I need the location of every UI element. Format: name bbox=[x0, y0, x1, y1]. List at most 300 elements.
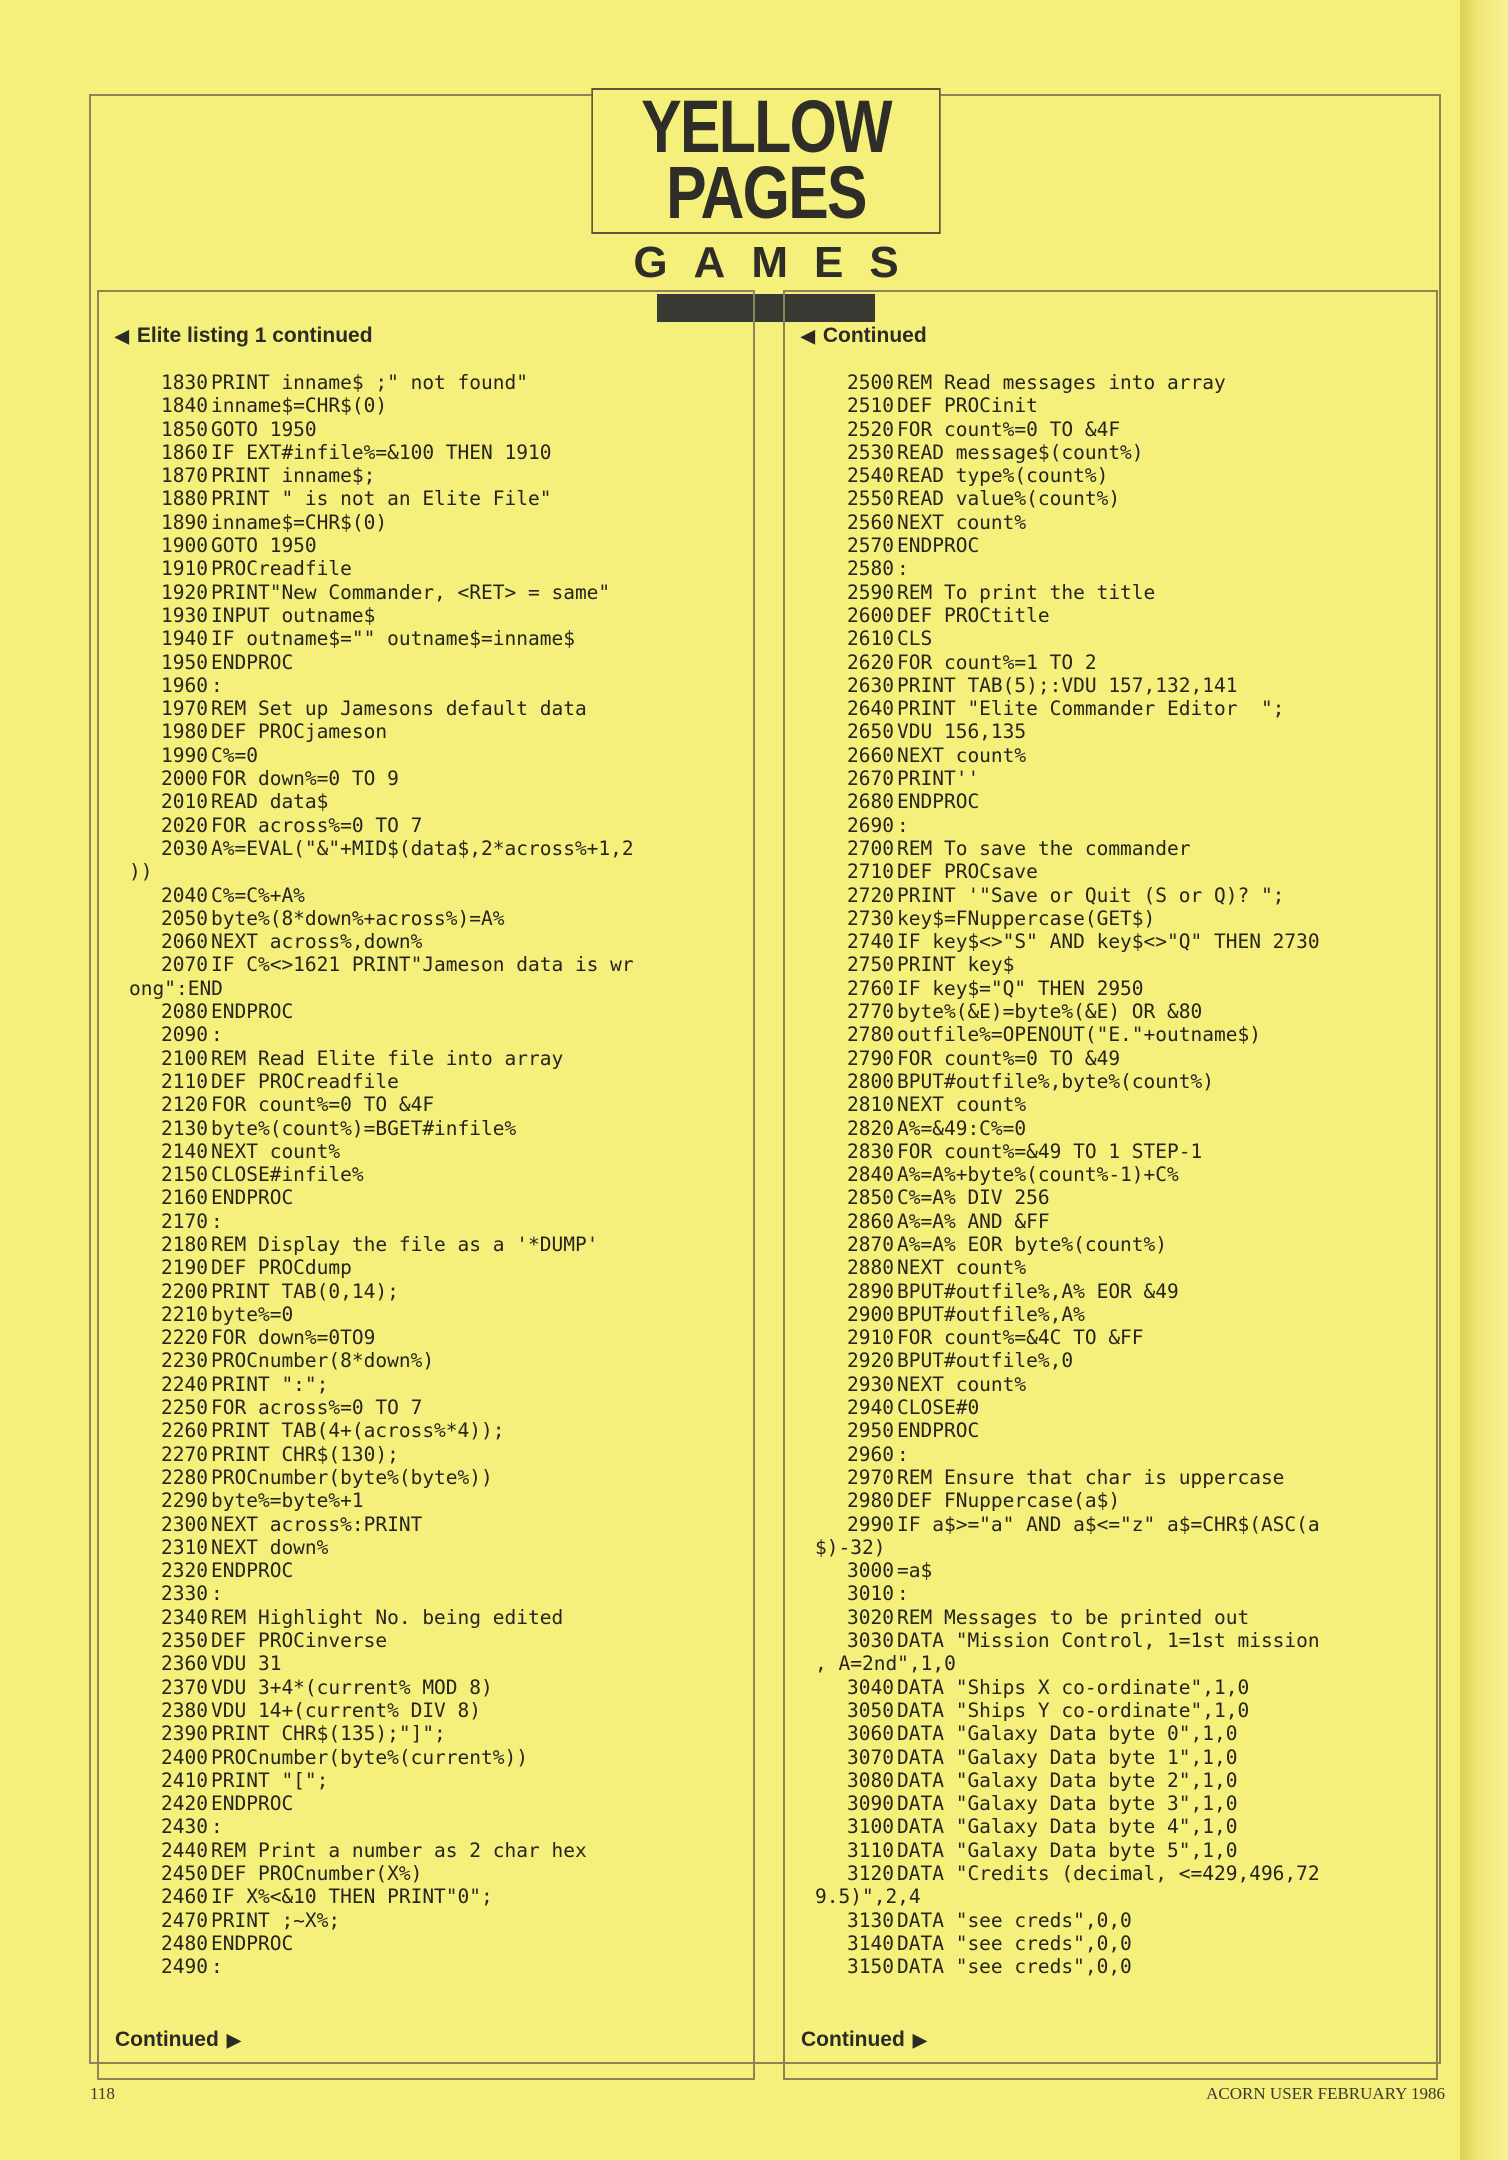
line-number: 1880 bbox=[161, 487, 208, 511]
code-line bbox=[99, 720, 753, 743]
line-code: ENDPROC bbox=[211, 1792, 294, 1816]
line-number: 2140 bbox=[161, 1139, 208, 1163]
line-code: FOR count%=0 TO &4F bbox=[211, 1093, 435, 1117]
line-code: READ message$(count%) bbox=[897, 440, 1144, 464]
code-line bbox=[99, 1722, 753, 1745]
code-line bbox=[99, 1652, 753, 1675]
line-number: 2450 bbox=[161, 1862, 208, 1885]
line-number: 2470 bbox=[161, 1908, 208, 1932]
line-number: 2800 bbox=[847, 1069, 894, 1093]
code-line bbox=[785, 814, 1436, 837]
code-line bbox=[785, 464, 1436, 487]
line-number: 2520 bbox=[847, 417, 894, 441]
line-code: DEF PROCjameson bbox=[211, 720, 388, 744]
code-line bbox=[99, 767, 753, 790]
line-number: 2780 bbox=[847, 1023, 894, 1047]
line-code: NEXT across%:PRINT bbox=[211, 1512, 423, 1536]
line-code: byte%(&E)=byte%(&E) OR &80 bbox=[897, 1000, 1203, 1024]
code-line bbox=[785, 860, 1436, 883]
code-listing-left bbox=[99, 371, 753, 1978]
line-number: 2820 bbox=[847, 1116, 894, 1140]
code-line bbox=[785, 1047, 1436, 1070]
line-code: IF a$>="a" AND a$<="z" a$=CHR$(ASC(a bbox=[897, 1512, 1320, 1536]
line-code: PRINT'' bbox=[897, 767, 980, 791]
code-line bbox=[99, 814, 753, 837]
code-line bbox=[785, 1419, 1436, 1442]
code-line bbox=[785, 627, 1436, 650]
line-number: 1950 bbox=[161, 650, 208, 674]
line-code: inname$=CHR$(0) bbox=[211, 394, 388, 418]
code-line bbox=[99, 1117, 753, 1140]
code-line bbox=[785, 977, 1436, 1000]
code-line bbox=[785, 1093, 1436, 1116]
code-line bbox=[99, 1163, 753, 1186]
line-code: key$=FNuppercase(GET$) bbox=[897, 906, 1156, 930]
line-code: outfile%=OPENOUT("E."+outname$) bbox=[897, 1023, 1261, 1047]
line-number: 3120 bbox=[847, 1862, 894, 1885]
line-number: 2960 bbox=[847, 1442, 894, 1466]
code-line bbox=[99, 1349, 753, 1372]
code-line bbox=[785, 1582, 1436, 1605]
line-number: 2370 bbox=[161, 1675, 208, 1699]
code-line bbox=[99, 1489, 753, 1512]
code-line bbox=[99, 674, 753, 697]
code-line bbox=[99, 1629, 753, 1652]
code-line bbox=[99, 1093, 753, 1116]
line-code: byte%(8*down%+across%)=A% bbox=[211, 906, 505, 930]
code-line bbox=[785, 418, 1436, 441]
code-line bbox=[785, 1536, 1436, 1559]
line-code: NEXT count% bbox=[897, 1093, 1027, 1117]
code-line bbox=[99, 907, 753, 930]
line-code: DEF PROCreadfile bbox=[211, 1069, 399, 1093]
line-code: FOR across%=0 TO 7 bbox=[211, 1396, 423, 1420]
line-code: READ type%(count%) bbox=[897, 464, 1109, 488]
line-number: 2740 bbox=[847, 930, 894, 954]
line-code: DATA "Galaxy Data byte 3",1,0 bbox=[897, 1792, 1238, 1816]
line-continuation: , A=2nd",1,0 bbox=[815, 1652, 956, 1676]
line-code: REM Read messages into array bbox=[897, 371, 1226, 394]
line-number: 2210 bbox=[161, 1302, 208, 1326]
line-number: 2850 bbox=[847, 1186, 894, 1210]
code-line bbox=[99, 441, 753, 464]
line-code: NEXT count% bbox=[211, 1139, 341, 1163]
line-code: NEXT across%,down% bbox=[211, 930, 423, 954]
line-code: DATA "see creds",0,0 bbox=[897, 1931, 1132, 1955]
line-code: BPUT#outfile%,A% bbox=[897, 1302, 1085, 1326]
line-code: PRINT key$ bbox=[897, 953, 1015, 977]
line-number: 2590 bbox=[847, 580, 894, 604]
line-code: NEXT count% bbox=[897, 1372, 1027, 1396]
line-code: ENDPROC bbox=[211, 1186, 294, 1210]
line-code: IF outname$="" outname$=inname$ bbox=[211, 627, 575, 651]
line-code: DEF PROCinit bbox=[897, 394, 1038, 418]
code-line bbox=[99, 651, 753, 674]
line-number: 2710 bbox=[847, 860, 894, 884]
code-line bbox=[99, 930, 753, 953]
line-number: 2690 bbox=[847, 813, 894, 837]
code-line bbox=[785, 1023, 1436, 1046]
line-number: 2750 bbox=[847, 953, 894, 977]
code-line bbox=[99, 1746, 753, 1769]
code-line bbox=[785, 1769, 1436, 1792]
code-line bbox=[785, 1839, 1436, 1862]
code-line bbox=[99, 1396, 753, 1419]
line-number: 2280 bbox=[161, 1465, 208, 1489]
line-number: 2160 bbox=[161, 1186, 208, 1210]
code-line bbox=[785, 1140, 1436, 1163]
line-number: 2580 bbox=[847, 557, 894, 581]
code-line bbox=[99, 697, 753, 720]
code-line bbox=[785, 487, 1436, 510]
line-code: PRINT TAB(4+(across%*4)); bbox=[211, 1419, 505, 1443]
line-number: 1980 bbox=[161, 720, 208, 744]
line-number: 2350 bbox=[161, 1629, 208, 1653]
code-line bbox=[99, 1885, 753, 1908]
line-number: 3080 bbox=[847, 1768, 894, 1792]
code-line bbox=[99, 1513, 753, 1536]
line-code: PRINT " is not an Elite File" bbox=[211, 487, 552, 511]
line-continuation: ong":END bbox=[129, 976, 223, 1000]
line-code: REM Highlight No. being edited bbox=[211, 1605, 564, 1629]
line-number: 2070 bbox=[161, 953, 208, 977]
code-line bbox=[99, 1839, 753, 1862]
line-code: CLOSE#0 bbox=[897, 1396, 980, 1420]
code-line bbox=[785, 790, 1436, 813]
line-code: inname$=CHR$(0) bbox=[211, 510, 388, 534]
line-number: 2260 bbox=[161, 1419, 208, 1443]
line-number: 2290 bbox=[161, 1489, 208, 1513]
line-number: 2510 bbox=[847, 394, 894, 418]
line-code: =a$ bbox=[897, 1559, 933, 1583]
code-line bbox=[785, 1815, 1436, 1838]
line-code: IF EXT#infile%=&100 THEN 1910 bbox=[211, 440, 552, 464]
line-code: A%=A% AND &FF bbox=[897, 1209, 1050, 1233]
line-number: 1830 bbox=[161, 371, 208, 394]
line-number: 2310 bbox=[161, 1535, 208, 1559]
code-line bbox=[785, 1117, 1436, 1140]
right-arrow-icon: ▶ bbox=[912, 2030, 927, 2050]
code-line bbox=[99, 1536, 753, 1559]
line-code: PRINT TAB(5);:VDU 157,132,141 bbox=[897, 673, 1238, 697]
code-line bbox=[99, 1815, 753, 1838]
line-code: PRINT TAB(0,14); bbox=[211, 1279, 399, 1303]
code-line bbox=[785, 581, 1436, 604]
code-line bbox=[99, 1186, 753, 1209]
line-number: 2000 bbox=[161, 767, 208, 791]
line-code: C%=0 bbox=[211, 743, 258, 767]
line-code: byte%=0 bbox=[211, 1302, 294, 1326]
line-number: 1840 bbox=[161, 394, 208, 418]
code-line bbox=[785, 651, 1436, 674]
code-line bbox=[785, 1606, 1436, 1629]
line-number: 1850 bbox=[161, 417, 208, 441]
line-code: GOTO 1950 bbox=[211, 417, 317, 441]
code-line bbox=[785, 1489, 1436, 1512]
section-header bbox=[553, 85, 979, 322]
line-code: DEF PROCsave bbox=[897, 860, 1038, 884]
line-number: 3050 bbox=[847, 1698, 894, 1722]
line-number: 2600 bbox=[847, 603, 894, 627]
line-code: FOR count%=0 TO &4F bbox=[897, 417, 1121, 441]
line-continuation: )) bbox=[129, 860, 153, 884]
right-arrow-icon: ▶ bbox=[226, 2030, 241, 2050]
line-code: FOR down%=0 TO 9 bbox=[211, 767, 399, 791]
code-line bbox=[99, 557, 753, 580]
line-number: 1860 bbox=[161, 440, 208, 464]
line-code: NEXT count% bbox=[897, 743, 1027, 767]
line-code: REM To print the title bbox=[897, 580, 1156, 604]
line-code: REM Read Elite file into array bbox=[211, 1046, 564, 1070]
code-line bbox=[785, 1559, 1436, 1582]
line-code: FOR down%=0TO9 bbox=[211, 1326, 376, 1350]
line-code: DATA "Mission Control, 1=1st mission bbox=[897, 1629, 1320, 1653]
line-number: 1960 bbox=[161, 673, 208, 697]
code-line bbox=[785, 1070, 1436, 1093]
code-line bbox=[785, 907, 1436, 930]
code-line bbox=[99, 790, 753, 813]
line-number: 1910 bbox=[161, 557, 208, 581]
line-number: 2980 bbox=[847, 1489, 894, 1513]
line-number: 2320 bbox=[161, 1559, 208, 1583]
line-number: 2500 bbox=[847, 371, 894, 394]
line-code: DEF PROCtitle bbox=[897, 603, 1050, 627]
line-number: 2330 bbox=[161, 1582, 208, 1606]
code-line bbox=[99, 1140, 753, 1163]
line-number: 2680 bbox=[847, 790, 894, 814]
line-code: REM To save the commander bbox=[897, 836, 1191, 860]
code-line bbox=[785, 1722, 1436, 1745]
code-line bbox=[785, 1396, 1436, 1419]
line-code: : bbox=[897, 1582, 909, 1606]
line-code: A%=A%+byte%(count%-1)+C% bbox=[897, 1163, 1179, 1187]
line-number: 2870 bbox=[847, 1232, 894, 1256]
page-spine-shadow bbox=[1460, 0, 1508, 2160]
panel-heading-left bbox=[115, 324, 373, 348]
line-number: 2670 bbox=[847, 767, 894, 791]
code-line bbox=[785, 1443, 1436, 1466]
line-number: 2620 bbox=[847, 650, 894, 674]
code-line bbox=[99, 1210, 753, 1233]
line-number: 2880 bbox=[847, 1256, 894, 1280]
line-number: 2990 bbox=[847, 1512, 894, 1536]
line-number: 2760 bbox=[847, 976, 894, 1000]
line-code: BPUT#outfile%,A% EOR &49 bbox=[897, 1279, 1179, 1303]
line-number: 2950 bbox=[847, 1419, 894, 1443]
line-code: PRINT ;~X%; bbox=[211, 1908, 341, 1932]
line-number: 3040 bbox=[847, 1675, 894, 1699]
code-line bbox=[785, 1955, 1436, 1978]
line-number: 2120 bbox=[161, 1093, 208, 1117]
line-number: 3140 bbox=[847, 1931, 894, 1955]
code-line bbox=[785, 884, 1436, 907]
line-code: IF X%<&10 THEN PRINT"0"; bbox=[211, 1885, 493, 1909]
line-code: PRINT "Elite Commander Editor "; bbox=[897, 697, 1285, 721]
code-line bbox=[99, 1862, 753, 1885]
line-code: : bbox=[897, 1442, 909, 1466]
line-number: 2900 bbox=[847, 1302, 894, 1326]
line-code: ENDPROC bbox=[897, 790, 980, 814]
line-number: 2020 bbox=[161, 813, 208, 837]
line-code: READ data$ bbox=[211, 790, 329, 814]
line-code: DATA "Galaxy Data byte 4",1,0 bbox=[897, 1815, 1238, 1839]
line-continuation: 9.5)",2,4 bbox=[815, 1885, 921, 1909]
code-line bbox=[785, 1909, 1436, 1932]
line-number: 2050 bbox=[161, 906, 208, 930]
line-code: PROCnumber(8*down%) bbox=[211, 1349, 435, 1373]
page-title: YELLOW PAGES bbox=[591, 88, 940, 234]
line-code: ENDPROC bbox=[897, 534, 980, 558]
line-code: PRINT "["; bbox=[211, 1768, 329, 1792]
code-line bbox=[99, 1955, 753, 1978]
line-number: 2090 bbox=[161, 1023, 208, 1047]
line-code: PROCnumber(byte%(current%)) bbox=[211, 1745, 528, 1769]
line-number: 2150 bbox=[161, 1163, 208, 1187]
code-line bbox=[99, 418, 753, 441]
line-number: 2240 bbox=[161, 1372, 208, 1396]
line-number: 3000 bbox=[847, 1559, 894, 1583]
line-code: FOR count%=1 TO 2 bbox=[897, 650, 1097, 674]
code-line bbox=[785, 1210, 1436, 1233]
line-number: 1900 bbox=[161, 534, 208, 558]
code-line bbox=[99, 1326, 753, 1349]
line-number: 2530 bbox=[847, 440, 894, 464]
panel-footer-text: Continued bbox=[801, 2028, 905, 2051]
line-code: IF C%<>1621 PRINT"Jameson data is wr bbox=[211, 953, 634, 977]
code-line bbox=[99, 1606, 753, 1629]
code-line bbox=[99, 977, 753, 1000]
line-number: 1970 bbox=[161, 697, 208, 721]
code-line bbox=[99, 1070, 753, 1093]
line-code: PRINT CHR$(130); bbox=[211, 1442, 399, 1466]
line-code: C%=A% DIV 256 bbox=[897, 1186, 1050, 1210]
line-code: : bbox=[211, 1023, 223, 1047]
line-number: 2080 bbox=[161, 1000, 208, 1024]
line-number: 2860 bbox=[847, 1209, 894, 1233]
code-line bbox=[99, 581, 753, 604]
code-line bbox=[785, 767, 1436, 790]
code-line bbox=[785, 371, 1436, 394]
line-number: 2970 bbox=[847, 1465, 894, 1489]
line-number: 2650 bbox=[847, 720, 894, 744]
line-number: 3020 bbox=[847, 1605, 894, 1629]
line-code: : bbox=[211, 1582, 223, 1606]
line-code: byte%=byte%+1 bbox=[211, 1489, 364, 1513]
line-code: : bbox=[897, 557, 909, 581]
code-line bbox=[785, 1163, 1436, 1186]
panel-footer-right bbox=[801, 2028, 927, 2052]
line-code: C%=C%+A% bbox=[211, 883, 305, 907]
line-code: BPUT#outfile%,byte%(count%) bbox=[897, 1069, 1214, 1093]
line-code: NEXT count% bbox=[897, 1256, 1027, 1280]
line-code: PROCreadfile bbox=[211, 557, 352, 581]
line-code: DATA "Galaxy Data byte 0",1,0 bbox=[897, 1722, 1238, 1746]
code-line bbox=[99, 627, 753, 650]
line-number: 2060 bbox=[161, 930, 208, 954]
page-number: 118 bbox=[90, 2084, 115, 2103]
left-arrow-icon: ◀ bbox=[115, 326, 129, 346]
line-number: 2030 bbox=[161, 836, 208, 860]
line-code: A%=EVAL("&"+MID$(data$,2*across%+1,2 bbox=[211, 836, 634, 860]
code-line bbox=[99, 1443, 753, 1466]
code-line bbox=[99, 534, 753, 557]
code-line bbox=[99, 1373, 753, 1396]
line-code: DATA "see creds",0,0 bbox=[897, 1955, 1132, 1979]
code-line bbox=[785, 1885, 1436, 1908]
code-listing-right bbox=[785, 371, 1436, 1978]
code-line bbox=[785, 837, 1436, 860]
line-number: 1930 bbox=[161, 603, 208, 627]
code-line bbox=[785, 930, 1436, 953]
line-number: 2930 bbox=[847, 1372, 894, 1396]
code-line bbox=[785, 1699, 1436, 1722]
line-code: A%=A% EOR byte%(count%) bbox=[897, 1232, 1168, 1256]
line-number: 2300 bbox=[161, 1512, 208, 1536]
code-line bbox=[785, 394, 1436, 417]
line-code: DATA "Credits (decimal, <=429,496,72 bbox=[897, 1862, 1320, 1885]
line-number: 2770 bbox=[847, 1000, 894, 1024]
code-line bbox=[99, 1047, 753, 1070]
line-number: 2480 bbox=[161, 1931, 208, 1955]
panel-footer-left bbox=[115, 2028, 241, 2052]
code-line bbox=[785, 1373, 1436, 1396]
code-line bbox=[99, 464, 753, 487]
line-number: 2640 bbox=[847, 697, 894, 721]
line-number: 3010 bbox=[847, 1582, 894, 1606]
line-number: 2230 bbox=[161, 1349, 208, 1373]
code-line bbox=[99, 1559, 753, 1582]
code-line bbox=[785, 1349, 1436, 1372]
line-number: 1870 bbox=[161, 464, 208, 488]
line-number: 2380 bbox=[161, 1698, 208, 1722]
line-code: PRINT inname$; bbox=[211, 464, 376, 488]
line-code: PRINT CHR$(135);"]"; bbox=[211, 1722, 446, 1746]
code-line bbox=[785, 1862, 1436, 1885]
line-code: DATA "Galaxy Data byte 1",1,0 bbox=[897, 1745, 1238, 1769]
code-line bbox=[785, 1280, 1436, 1303]
code-line bbox=[99, 1280, 753, 1303]
line-code: DEF PROCdump bbox=[211, 1256, 352, 1280]
code-line bbox=[785, 953, 1436, 976]
line-code: READ value%(count%) bbox=[897, 487, 1121, 511]
code-line bbox=[785, 1513, 1436, 1536]
code-line bbox=[99, 1256, 753, 1279]
line-code: VDU 3+4*(current% MOD 8) bbox=[211, 1675, 493, 1699]
line-number: 2840 bbox=[847, 1163, 894, 1187]
code-line bbox=[785, 1746, 1436, 1769]
line-number: 2550 bbox=[847, 487, 894, 511]
code-line bbox=[99, 1909, 753, 1932]
line-number: 2460 bbox=[161, 1885, 208, 1909]
line-code: PRINT '"Save or Quit (S or Q)? "; bbox=[897, 883, 1285, 907]
line-code: DATA "Ships X co-ordinate",1,0 bbox=[897, 1675, 1250, 1699]
line-code: NEXT down% bbox=[211, 1535, 329, 1559]
line-number: 2250 bbox=[161, 1396, 208, 1420]
line-code: REM Display the file as a '*DUMP' bbox=[211, 1232, 599, 1256]
line-code: PRINT"New Commander, <RET> = same" bbox=[211, 580, 611, 604]
line-number: 2400 bbox=[161, 1745, 208, 1769]
code-line bbox=[785, 1792, 1436, 1815]
line-number: 1990 bbox=[161, 743, 208, 767]
line-code: CLOSE#infile% bbox=[211, 1163, 364, 1187]
line-number: 2270 bbox=[161, 1442, 208, 1466]
code-line bbox=[99, 953, 753, 976]
code-line bbox=[785, 441, 1436, 464]
line-number: 2430 bbox=[161, 1815, 208, 1839]
code-line bbox=[785, 1186, 1436, 1209]
code-line bbox=[785, 1466, 1436, 1489]
line-code: DEF PROCnumber(X%) bbox=[211, 1862, 423, 1885]
